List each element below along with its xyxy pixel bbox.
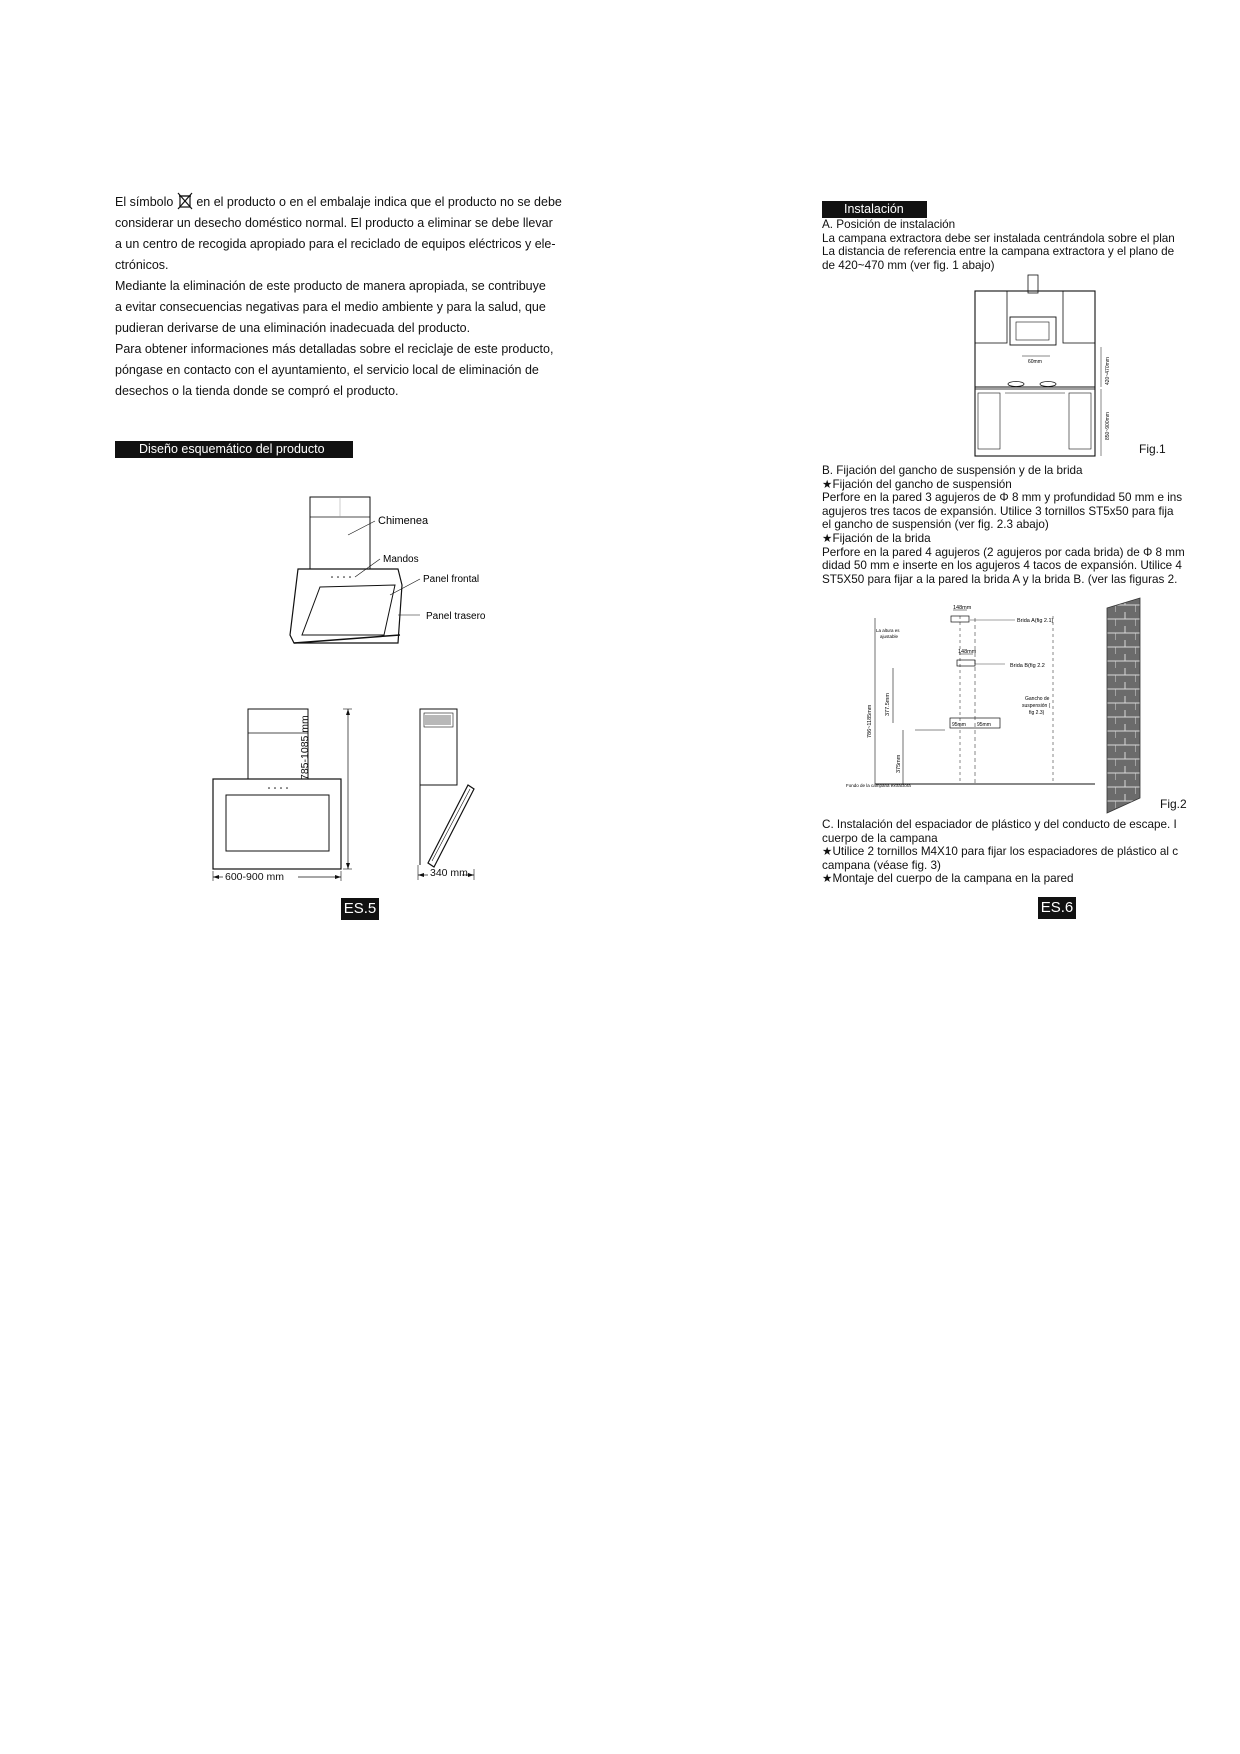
fig2-brida-a: Brida A(fig 2.1) bbox=[1017, 618, 1054, 624]
intro-line: pudieran derivarse de una eliminación inadecuada del producto. bbox=[115, 321, 471, 335]
fig2-gancho-3: fig 2.3) bbox=[1029, 710, 1045, 716]
label-chimenea: Chimenea bbox=[378, 515, 429, 527]
text-line: A. Posición de instalación bbox=[822, 218, 956, 231]
text-line: ★Fijación de la brida bbox=[822, 531, 931, 545]
fig2-h375: 375mm bbox=[896, 754, 902, 773]
text-line: ★Utilice 2 tornillos M4X10 para fijar los espaciadores de plástico al c bbox=[822, 845, 1179, 859]
section-title-installation: Instalación bbox=[822, 201, 927, 218]
hood-front-view-figure bbox=[205, 705, 365, 885]
page-number-right: ES.6 bbox=[1038, 897, 1076, 919]
label-panel-frontal: Panel frontal bbox=[423, 574, 480, 585]
page-number-left: ES.5 bbox=[341, 898, 379, 920]
label-panel-trasero: Panel trasero bbox=[426, 611, 486, 622]
fig1-dim-top: 420~470mm bbox=[1105, 357, 1111, 385]
text-line: Perfore en la pared 3 agujeros de Φ 8 mm y profundidad 50 mm e ins bbox=[822, 491, 1183, 505]
text-line: ★Fijación del gancho de suspensión bbox=[822, 477, 1012, 491]
fig2-wall-installation bbox=[846, 598, 1145, 818]
hood-side-view-figure bbox=[410, 705, 490, 885]
fig2-148-mid: 148mm bbox=[958, 649, 977, 655]
intro-line: Mediante la eliminación de este producto de manera apropiada, se contribuye bbox=[115, 279, 546, 293]
text-line: de 420~470 mm (ver fig. 1 abajo) bbox=[822, 258, 995, 272]
text-line: C. Instalación del espaciador de plástico y del conducto de escape. I bbox=[822, 818, 1177, 831]
fig2-gancho-2: suspensión ( bbox=[1022, 703, 1051, 709]
fig2-95-right: 95mm bbox=[977, 722, 991, 728]
fig2-95-left: 95mm bbox=[952, 722, 966, 728]
fig2-148-top: 148mm bbox=[953, 605, 972, 611]
text-line: La campana extractora debe ser instalada centrándola sobre el plan bbox=[822, 231, 1175, 245]
fig2-ajustable: ajustable bbox=[880, 634, 899, 639]
text-line: ST5X50 para fijar a la pared la brida A y la brida B. (ver las figuras 2. bbox=[822, 572, 1178, 586]
fig2-h786: 786~1185mm bbox=[867, 704, 873, 738]
text-line: didad 50 mm e inserte en los agujeros 4 tacos de expansión. Utilice 4 bbox=[822, 559, 1182, 573]
intro-line: póngase en contacto con el ayuntamiento, el servicio local de eliminación de bbox=[115, 363, 539, 377]
install-intro bbox=[822, 218, 1175, 272]
install-section-c bbox=[822, 818, 1178, 886]
intro-line-1 bbox=[115, 192, 635, 213]
label-mandos: Mandos bbox=[383, 554, 419, 565]
fig2-gancho-1: Gancho de bbox=[1025, 696, 1050, 702]
intro-line: a un centro de recogida apropiado para el reciclado de equipos eléctricos y ele- bbox=[115, 237, 556, 251]
dim-width-label: 600-900 mm bbox=[225, 871, 284, 883]
intro-line: considerar un desecho doméstico normal. El producto a eliminar se debe llevar bbox=[115, 216, 553, 230]
intro-line: a evitar consecuencias negativas para el medio ambiente y para la salud, que bbox=[115, 300, 546, 314]
dim-depth-label: 340 mm bbox=[430, 867, 468, 879]
intro-before-symbol: El símbolo bbox=[115, 195, 174, 209]
text-line: campana (véase fig. 3) bbox=[822, 858, 941, 872]
section-title-schematic: Diseño esquemático del producto bbox=[115, 441, 353, 458]
fig1-label: Fig.1 bbox=[1139, 442, 1166, 456]
text-line: Perfore en la pared 4 agujeros (2 agujeros por cada brida) de Φ 8 mm bbox=[822, 545, 1185, 559]
text-line: agujeros tres tacos de expansión. Utilice 3 tornillos ST5x50 para fija bbox=[822, 504, 1174, 518]
text-line: cuerpo de la campana bbox=[822, 831, 938, 845]
fig2-fondo: Fondo de la campana extractora bbox=[846, 783, 911, 788]
install-section-b bbox=[822, 464, 1185, 586]
text-line: B. Fijación del gancho de suspensión y de la brida bbox=[822, 464, 1083, 477]
brick-wall bbox=[1107, 598, 1140, 813]
text-line: La distancia de referencia entre la campana extractora y el plano de bbox=[822, 245, 1175, 259]
text-line: ★Montaje del cuerpo de la campana en la pared bbox=[822, 872, 1074, 886]
front-panel-shape bbox=[302, 585, 395, 635]
fig2-label: Fig.2 bbox=[1160, 797, 1187, 811]
hood-body-shape bbox=[290, 569, 402, 643]
fig2-brida-b: Brida B(fig 2.2 bbox=[1010, 663, 1045, 669]
fig2-altura: La altura es bbox=[876, 628, 900, 633]
intro-line: Para obtener informaciones más detalladas sobre el reciclaje de este producto, bbox=[115, 342, 554, 356]
intro-paragraph bbox=[115, 192, 635, 402]
fig1-kitchen-elevation bbox=[970, 275, 1120, 460]
intro-line: desechos o la tienda donde se compró el producto. bbox=[115, 384, 399, 398]
intro-after-symbol: en el producto o en el embalaje indica que el producto no se debe bbox=[196, 195, 562, 209]
hood-schematic-figure bbox=[280, 495, 520, 655]
fig1-dim-center: 60mm bbox=[1028, 359, 1042, 365]
dim-height-label: 785-1085 mm bbox=[299, 715, 311, 780]
fig2-h377: 377.5mm bbox=[885, 693, 891, 716]
crossed-bin-icon bbox=[177, 192, 193, 210]
intro-line: ctrónicos. bbox=[115, 258, 169, 272]
text-line: el gancho de suspensión (ver fig. 2.3 abajo) bbox=[822, 518, 1049, 532]
fig1-dim-bottom: 850~900mm bbox=[1105, 412, 1111, 440]
